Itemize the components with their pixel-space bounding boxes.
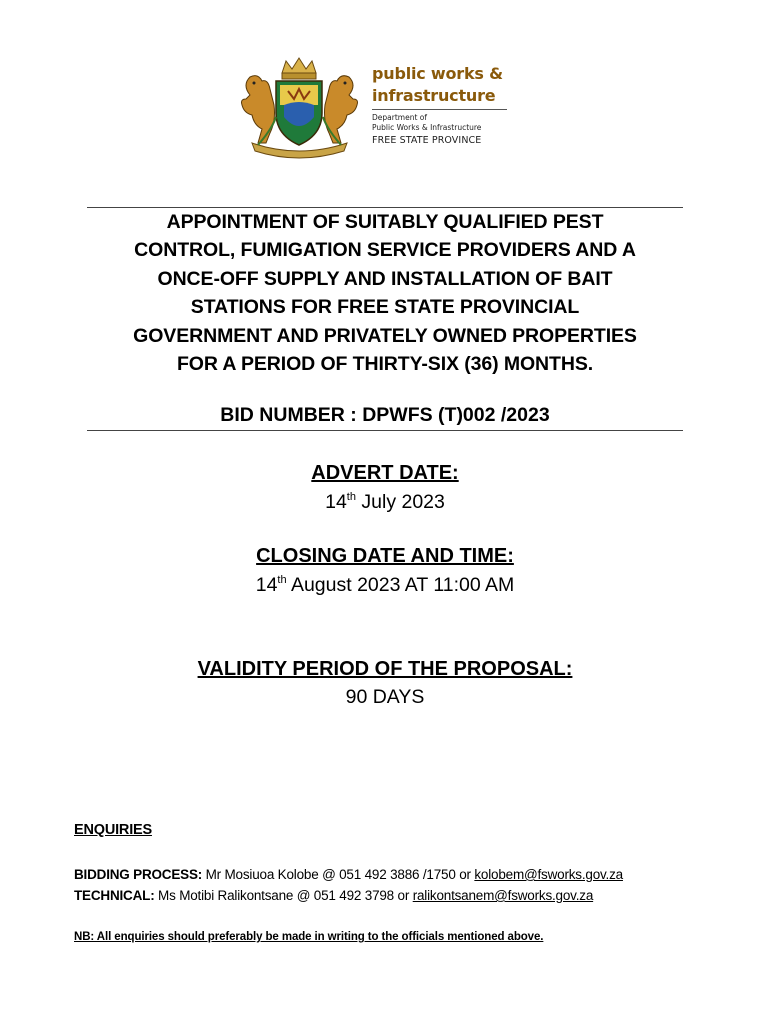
enquiries-heading: ENQUIRIES — [74, 822, 152, 838]
enquiries-note: NB: All enquiries should preferably be made in writing to the officials mentioned above. — [74, 931, 544, 943]
technical-email-link[interactable]: ralikontsanem@fsworks.gov.za — [412, 888, 594, 903]
closing-day: 14 — [255, 574, 278, 596]
bidding-email-link[interactable]: kolobem@fsworks.gov.za — [474, 867, 623, 882]
advert-month-year: July 2023 — [355, 491, 445, 513]
closing-date-heading: CLOSING DATE AND TIME: — [256, 545, 514, 567]
province-name: FREE STATE PROVINCE — [372, 135, 482, 146]
title-line: GOVERNMENT AND PRIVATELY OWNED PROPERTIES — [133, 324, 637, 347]
title-line: ONCE-OFF SUPPLY AND INSTALLATION OF BAIT — [157, 267, 613, 290]
title-line: STATIONS FOR FREE STATE PROVINCIAL — [190, 296, 580, 319]
title-line: FOR A PERIOD OF THIRTY-SIX (36) MONTHS. — [176, 353, 594, 376]
department-subtitle — [372, 113, 522, 133]
advert-ordinal: th — [346, 491, 356, 503]
validity-value: 90 DAYS — [345, 686, 425, 708]
closing-month-time: August 2023 AT 11:00 AM — [286, 574, 515, 596]
technical-text: Ms Motibi Ralikontsane @ 051 492 3798 or — [154, 888, 413, 903]
technical-contact — [74, 887, 593, 905]
advert-date-heading: ADVERT DATE: — [311, 462, 459, 484]
coat-of-arms-icon — [232, 55, 367, 160]
department-title — [372, 63, 522, 107]
tender-title — [87, 208, 683, 378]
department-logo — [232, 55, 522, 165]
department-title-line2: infrastructure — [372, 86, 496, 105]
title-line: APPOINTMENT OF SUITABLY QUALIFIED PEST — [166, 211, 604, 233]
bid-number-rule — [87, 430, 683, 431]
department-line2: Public Works & Infrastructure — [372, 123, 482, 132]
bidding-process-contact — [74, 866, 623, 884]
advert-day: 14 — [325, 491, 347, 513]
logo-divider — [372, 109, 507, 110]
title-line: CONTROL, FUMIGATION SERVICE PROVIDERS AND A — [134, 239, 636, 262]
technical-label: TECHNICAL: — [74, 888, 155, 903]
department-line1: Department of — [372, 113, 427, 122]
closing-ordinal: th — [277, 574, 287, 586]
department-title-line1: public works & — [372, 64, 503, 83]
bid-number: BID NUMBER : DPWFS (T)002 /2023 — [220, 404, 550, 426]
bidding-process-text: Mr Mosiuoa Kolobe @ 051 492 3886 /1750 or — [202, 867, 475, 882]
bidding-process-label: BIDDING PROCESS: — [74, 867, 203, 882]
advert-date-value — [87, 489, 683, 515]
closing-date-value — [87, 572, 683, 598]
validity-heading: VALIDITY PERIOD OF THE PROPOSAL: — [197, 658, 573, 680]
